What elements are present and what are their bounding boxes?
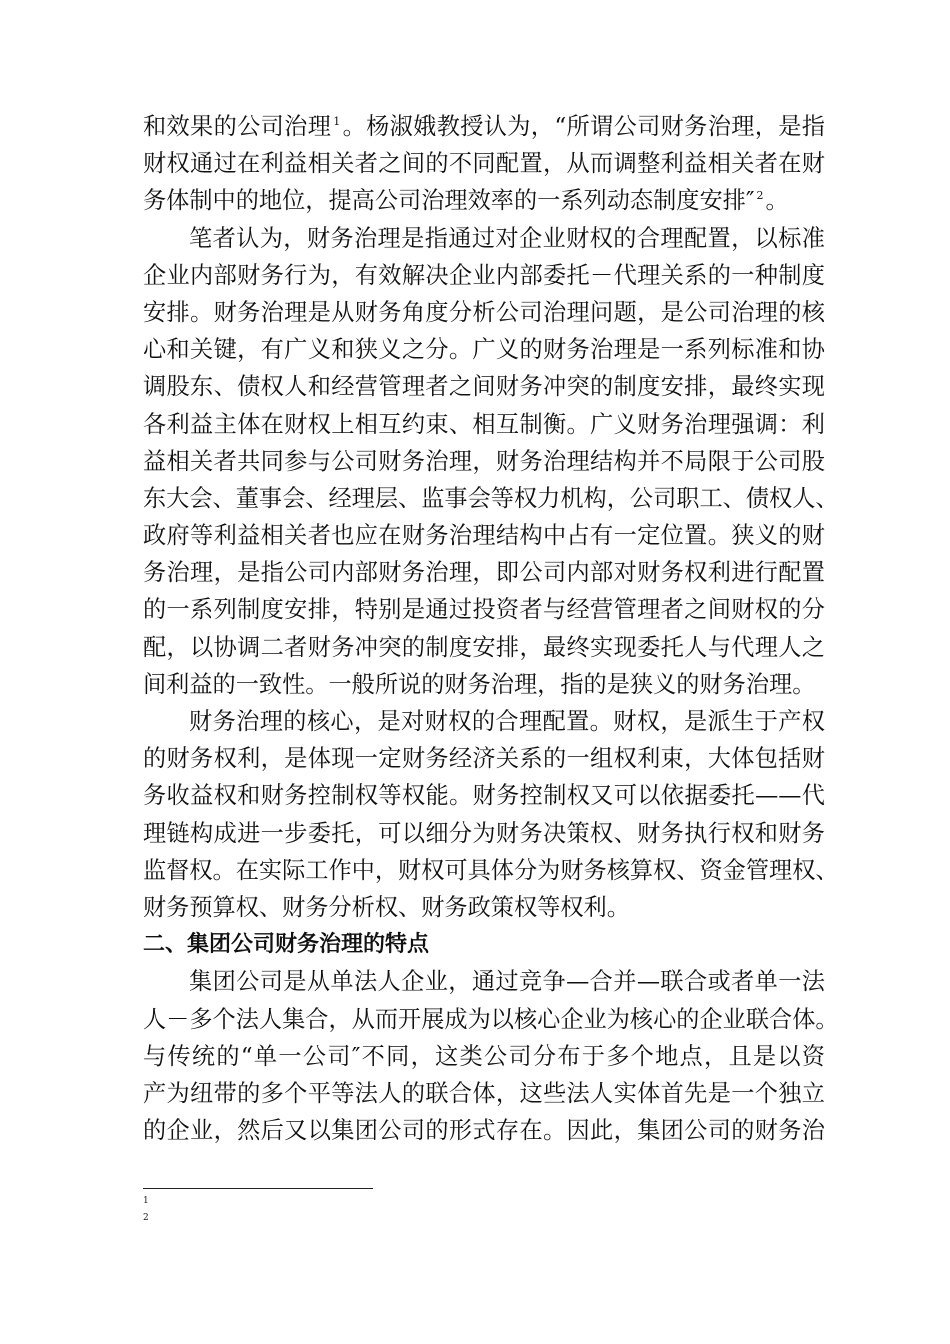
footnote-separator (143, 1188, 373, 1189)
text-line: 监督权。在实际工作中，财权可具体分为财务核算权、资金管理权、 (143, 856, 839, 884)
text-line: 和效果的公司治理 $^1$。杨淑娥教授认为，“所谓公司财务治理，是指 (143, 113, 825, 140)
text-line: 人－多个法人集合，从而开展成为以核心企业为核心的企业联合体。 (143, 1005, 839, 1033)
text-line: 的一系列制度安排，特别是通过投资者与经营管理者之间财权的分 (143, 596, 825, 624)
text-line: 务收益权和财务控制权等权能。财务控制权又可以依据委托——代 (143, 782, 825, 810)
footnote-ref-1[interactable]: 1 (333, 115, 341, 128)
text-line: 配，以协调二者财务冲突的制度安排，最终实现委托人与代理人之 (143, 633, 825, 661)
text-line: 企业内部财务行为，有效解决企业内部委托－代理关系的一种制度 (143, 261, 825, 289)
text-line: 财务预算权、财务分析权、财务政策权等权利。 (143, 893, 630, 921)
text-line: 理链构成进一步委托，可以细分为财务决策权、财务执行权和财务 (143, 819, 825, 847)
text-line: 安排。财务治理是从财务角度分析公司治理问题，是公司治理的核 (143, 298, 825, 326)
text-line: 东大会、董事会、经理层、监事会等权力机构，公司职工、债权人、 (143, 484, 839, 512)
footnote-ref-2[interactable]: 2 (756, 189, 764, 203)
footnote-2-mark: 2 (143, 1213, 149, 1223)
text-line: 与传统的“单一公司″不同，这类公司分布于多个地点，且是以资 (143, 1042, 825, 1070)
text-line: 的财务权利，是体现一定财务经济关系的一组权利束，大体包括财 (143, 745, 825, 773)
text-line: 财权通过在利益相关者之间的不同配置，从而调整利益相关者在财 (143, 150, 825, 178)
text-line: 务治理，是指公司内部财务治理，即公司内部对财务权利进行配置 (143, 559, 825, 587)
text-line: 政府等利益相关者也应在财务治理结构中占有一定位置。狭义的财 (143, 522, 825, 550)
text-line: 的企业，然后又以集团公司的形式存在。因此，集团公司的财务治 (143, 1117, 825, 1145)
section-heading: 二、集团公司财务治理的特点 (143, 932, 430, 958)
text-line: 益相关者共同参与公司财务治理，财务治理结构并不局限于公司股 (143, 447, 825, 475)
text-line: 财务治理的核心，是对财权的合理配置。财权，是派生于产权 (189, 708, 825, 735)
text-line: 集团公司是从单法人企业，通过竞争—合并—联合或者单一法 (189, 968, 825, 996)
text-line: 心和关键，有广义和狭义之分。广义的财务治理是一系列标准和协 (143, 336, 825, 364)
footnote-1-mark: 1 (143, 1196, 149, 1206)
text-line: 各利益主体在财权上相互约束、相互制衡。广义财务治理强调：利 (143, 410, 825, 438)
text-line: 间利益的一致性。一般所说的财务治理，指的是狭义的财务治理。 (143, 670, 816, 698)
text-line: 产为纽带的多个平等法人的联合体，这些法人实体首先是一个独立 (143, 1079, 825, 1107)
text-line: 笔者认为，财务治理是指通过对企业财权的合理配置，以标准 (189, 224, 825, 252)
body-text (143, 108, 839, 1149)
text-line: 调股东、债权人和经营管理者之间财务冲突的制度安排，最终实现 (143, 373, 825, 401)
text-line: 务体制中的地位，提高公司治理效率的一系列动态制度安排″ $^2$。 (143, 187, 789, 215)
